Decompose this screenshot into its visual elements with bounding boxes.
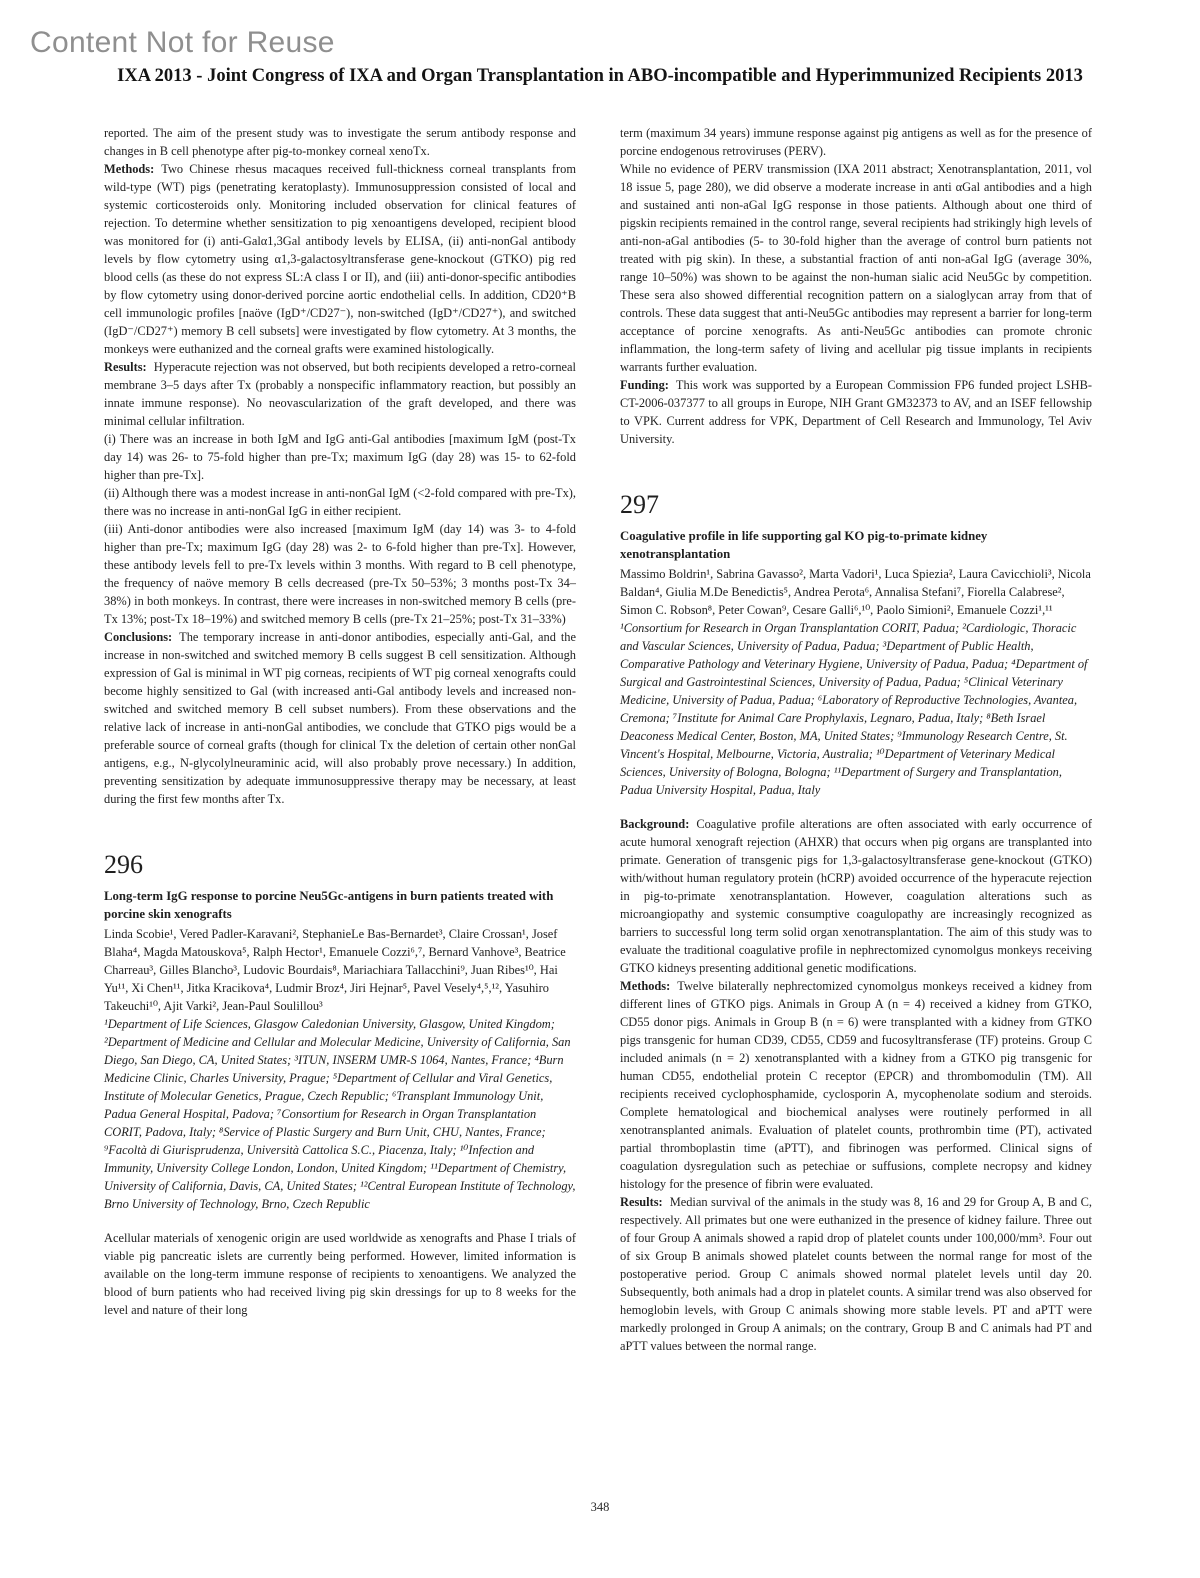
paragraph-text: reported. The aim of the present study was to investigate the serum antibody response and changes in B cell phenotype after pig-to-monkey corneal xenoTx. xyxy=(104,126,576,158)
paragraph-label: Results: xyxy=(620,1195,663,1209)
paragraph xyxy=(104,124,576,160)
paragraph-text: (iii) Anti-donor antibodies were also increased [maximum IgM (day 14) was 3- to 4-fold higher than pre-Tx; maximum IgG (day 28) was 2- to 6-fold higher than pre-Tx]. However, these antibody levels fell to pre-Tx levels within 3 months. With regard to B cell phenotype, the frequency of naöve memory B cells decreased (pre-Tx 50–53%; 3 months post-Tx 34–38%) in both monkeys. In contrast, there were increases in non-switched memory B cells (pre-Tx 13%; post-Tx 18–19%) and switched memory B cells (pre-Tx 21–25%; post-Tx 31–33%) xyxy=(104,522,576,626)
paragraph-text: Hyperacute rejection was not observed, but both recipients developed a retro-corneal membrane 3–5 days after Tx (probably a nonspecific inflammatory reaction, but possibly an innate immune response). No neovascularization of the graft developed, and there was minimal cellular infiltration. xyxy=(104,360,576,428)
paragraph xyxy=(620,376,1092,448)
paragraph-label: Conclusions: xyxy=(104,630,173,644)
paragraph-text: Median survival of the animals in the study was 8, 16 and 29 for Group A, B and C, respectively. All primates but one were euthanized in the presence of kidney failure. Three out of four Group A animals showed a rapid drop of platelet counts under 100,000/mm³. Four out of six Group B animals showed platelet counts between the normal range for most of the postoperative period. Group C animals showed normal platelet levels until day 20. Subsequently, both animals had a drop in platelet counts. A similar trend was also observed for hemoglobin levels, with Group C animals showing more stable levels. PT and aPTT were markedly prolonged in Group A animals; on the contrary, Group B and C animals had PT and aPTT values between the normal range. xyxy=(620,1195,1092,1353)
abstract-body xyxy=(620,815,1092,1355)
paragraph-text: (i) There was an increase in both IgM and IgG anti-Gal antibodies [maximum IgM (post-Tx day 14) was 26- to 75-fold higher than pre-Tx; maximum IgG (day 28) was 15- to 62-fold higher than pre-Tx]. xyxy=(104,432,576,482)
abstract-title: Coagulative profile in life supporting gal KO pig-to-primate kidney xenotransplantation xyxy=(620,529,988,561)
paragraph-text: This work was supported by a European Commission FP6 funded project LSHB-CT-2006-037377 to all groups in Europe, NIH Grant GM32373 to AV, and an ISEF fellowship to VPK. Current address for VPK, Department of Cell Research and Immunology, Tel Aviv University. xyxy=(620,378,1092,446)
paragraph xyxy=(104,160,576,358)
paragraph-label: Methods: xyxy=(104,162,155,176)
paragraph-text: The temporary increase in anti-donor antibodies, especially anti-Gal, and the increase in non-switched and switched memory B cells suggest B cell sensitization. Although expression of Gal is minimal in WT pig corneas, recipients of WT pig corneal xenografts could become highly sensitized to Gal (with increased anti-Gal antibody levels and increased non-switched and switched memory B cell subset numbers). From these observations and the relative lack of increase in anti-nonGal antibodies, we conclude that GTKO pigs would be a preferable source of corneal grafts (though for clinical Tx the deletion of certain other nonGal antigens, e.g., N-glycolylneuraminic acid, will also probably prove necessary.) In addition, preventing sensitization by adequate immunosuppressive therapy may be necessary, at least during the first few months after Tx. xyxy=(104,630,576,806)
paragraph xyxy=(620,1193,1092,1355)
paragraph-text: While no evidence of PERV transmission (IXA 2011 abstract; Xenotransplantation, 2011, vol 18 issue 5, page 280), we did observe a moderate increase in anti αGal antibodies and a high and sustained anti non-aGal IgG response in those patients. Although about one third of pigskin recipients remained in the control range, several recipients had strikingly high levels of anti-non-aGal antibodies (5- to 30-fold higher than the average of control burn patients not treated with pig skin). In these, a substantial fraction of anti non-aGal IgG (average 30%, range 10–50%) was shown to be against the non-human sialic acid Neu5Gc by competition. These sera also showed differential recognition pattern on a sialoglycan array from that of controls. These data suggest that anti-Neu5Gc antibodies may represent a barrier for long-term acceptance of porcine xenografts. As anti-Neu5Gc antibodies can promote chronic inflammation, the long-term safety of living and acellular pig tissue implants in recipients warrants further evaluation. xyxy=(620,162,1092,374)
abstract-title: Long-term IgG response to porcine Neu5Gc-antigens in burn patients treated with porcine skin xenografts xyxy=(104,889,554,921)
paragraph xyxy=(620,815,1092,977)
paragraph xyxy=(104,484,576,520)
abstract-affiliations: ¹Consortium for Research in Organ Transplantation CORIT, Padua; ²Cardiologic, Thoracic and Vascular Sciences, University of Padua, Padua; ³Department of Public Health, Comparative Pathology and Veterinary Hygiene, University of Padua, Padua; ⁴Department of Surgical and Gastrointestinal Sciences, University of Padua, Padua; ⁵Clinical Veterinary Medicine, University of Padua, Padua; ⁶Laboratory of Reproductive Technologies, Avantea, Cremona; ⁷Institute for Animal Care Prophylaxis, Legnaro, Padua, Italy; ⁸Beth Israel Deaconess Medical Center, Boston, MA, United States; ⁹Immunology Research Centre, St. Vincent's Hospital, Melbourne, Victoria, Australia; ¹⁰Department of Veterinary Medical Sciences, University of Bologna, Bologna; ¹¹Department of Surgery and Transplantation, Padua University Hospital, Padua, Italy xyxy=(620,621,1088,797)
congress-header: IXA 2013 - Joint Congress of IXA and Organ Transplantation in ABO-incompatible and Hyperimmunized Recipients 2013 xyxy=(117,66,1083,86)
abstract-body xyxy=(104,1229,576,1319)
right-column xyxy=(620,124,1092,1355)
paragraph xyxy=(104,628,576,808)
left-column xyxy=(104,124,576,1319)
paragraph-text: Coagulative profile alterations are often associated with early occurrence of acute humoral xenograft rejection (AHXR) that occurs when pig organs are transplanted into primate. Generation of transgenic pigs for 1,3-galactosyltransferase gene-knockout (GTKO) with/without human regulatory protein (hCRP) avoided occurrence of the hyperacute rejection in pig-to-primate xenotransplantation. However, coagulation alterations such as microangiopathy and systemic consumptive coagulopathy are increasingly recognized as barriers to successful long term solid organ xenotransplantation. The aim of this study was to evaluate the traditional coagulative profile in nephrectomized cynomolgus monkeys receiving GTKO kidneys presenting additional genetic modifications. xyxy=(620,817,1092,975)
paragraph xyxy=(104,430,576,484)
paragraph-text: Acellular materials of xenogenic origin are used worldwide as xenografts and Phase I trials of viable pig pancreatic islets are currently being performed. However, limited information is available on the long-term immune response of recipients to xenoantigens. We analyzed the blood of burn patients who had received living pig skin dressings for up to 8 weeks for the level and nature of their long xyxy=(104,1231,576,1317)
paragraph xyxy=(104,358,576,430)
paragraph-label: Results: xyxy=(104,360,147,374)
paragraph-text: Twelve bilaterally nephrectomized cynomolgus monkeys received a kidney from different lines of GTKO pigs. Animals in Group A (n = 4) received a kidney from GTKO, CD55 donor pigs. Animals in Group B (n = 6) were transplanted with a kidney from GTKO pigs transgenic for human CD39, CD55, CD59 and fucosyltransferase (TF) proteins. Group C included animals (n = 2) xenotransplanted with a kidney from a GTKO pig transgenic for human CD55, endothelial protein C receptor (EPCR) and thrombomodulin (TM). All recipients received cyclophosphamide, cyclosporin A, mycophenolate sodium and steroids. Complete hematological and biochemical analyses were routinely performed in all xenotransplanted animals. Evaluation of platelet counts, prothrombin time (PT), activated partial thromboplastin time (aPTT), and fibrinogen was performed. Clinical signs of coagulation dysregulation such as petechiae or suffusions, complete necropsy and kidney histology for the presence of fibrin were evaluated. xyxy=(620,979,1092,1191)
page-number: 348 xyxy=(590,1500,610,1514)
paragraph-label: Methods: xyxy=(620,979,671,993)
paragraph-label: Background: xyxy=(620,817,690,831)
abstract-number: 296 xyxy=(104,850,143,879)
watermark: Content Not for Reuse xyxy=(30,26,335,59)
abstract-authors: Linda Scobie¹, Vered Padler-Karavani², StephanieLe Bas-Bernardet³, Claire Crossan¹, Josef Blaha⁴, Magda Matouskova⁵, Ralph Hector¹, Emanuele Cozzi⁶,⁷, Bernard Vanhove³, Beatrice Charreau³, Gilles Blancho³, Ludovic Bourdais⁸, Mariachiara Tallacchini⁹, Juan Ribes¹⁰, Hai Yu¹¹, Xi Chen¹¹, Jitka Kracikova⁴, Ludmir Broz⁴, Jiri Hejnar⁵, Pavel Vesely⁴,⁵,¹², Yasuhiro Takeuchi¹⁰, Ajit Varki², Jean-Paul Soulillou³ xyxy=(104,927,566,1013)
paragraph xyxy=(104,1229,576,1319)
paragraph-text: term (maximum 34 years) immune response against pig antigens as well as for the presence of porcine endogenous retroviruses (PERV). xyxy=(620,126,1092,158)
abstract-296 xyxy=(104,850,576,1319)
abstract-number: 297 xyxy=(620,490,659,519)
paragraph-text: Two Chinese rhesus macaques received full-thickness corneal transplants from wild-type (WT) pigs (penetrating keratoplasty). Immunosuppression consisted of local and systemic corticosteroids only. Monitoring included observation for clinical features of rejection. To determine whether sensitization to pig xenoantigens developed, recipient blood was monitored for (i) anti-Galα1,3Gal antibody levels by ELISA, (ii) anti-nonGal antibody levels by flow cytometry using α1,3-galactosyltransferase gene-knockout (GTKO) pig red blood cells (as these do not express SL:A class I or II), and (iii) anti-donor-specific antibodies by flow cytometry using donor-derived porcine aortic endothelial cells. In addition, CD20⁺B cell immunologic profiles [naöve (IgD⁺/CD27⁻), non-switched (IgD⁺/CD27⁺), and switched (IgD⁻/CD27⁺) memory B cell subsets] were investigated by flow cytometry. At 3 months, the monkeys were euthanized and the corneal grafts were examined histologically. xyxy=(104,162,576,356)
paragraph xyxy=(620,160,1092,376)
paragraph-text: (ii) Although there was a modest increase in anti-nonGal IgM (<2-fold compared with pre-Tx), there was no increase in anti-nonGal IgG in either recipient. xyxy=(104,486,576,518)
paragraph xyxy=(620,124,1092,160)
paragraph-label: Funding: xyxy=(620,378,669,392)
abstract-affiliations: ¹Department of Life Sciences, Glasgow Caledonian University, Glasgow, United Kingdom; ²Department of Medicine and Cellular and Molecular Medicine, University of California, San Diego, San Diego, CA, United States; ³ITUN, INSERM UMR-S 1064, Nantes, France; ⁴Burn Medicine Clinic, Charles University, Prague; ⁵Department of Cellular and Viral Genetics, Institute of Molecular Genetics, Prague, Czech Republic; ⁶Transplant Immunology Unit, Padua General Hospital, Padova; ⁷Consortium for Research in Organ Transplantation CORIT, Padova, Italy; ⁸Service of Plastic Surgery and Burn Unit, CHU, Nantes, France; ⁹Facoltà di Giurisprudenza, Università Cattolica S.C., Piacenza, Italy; ¹⁰Infection and Immunity, University College London, London, United Kingdom; ¹¹Department of Chemistry, University of California, Davis, CA, United States; ¹²Central European Institute of Technology, Brno University of Technology, Brno, Czech Republic xyxy=(104,1017,576,1211)
paragraph xyxy=(620,977,1092,1193)
paragraph xyxy=(104,520,576,628)
abstract-297 xyxy=(620,490,1092,1355)
abstract-authors: Massimo Boldrin¹, Sabrina Gavasso², Marta Vadori¹, Luca Spiezia², Laura Cavicchioli³, Nicola Baldan⁴, Giulia M.De Benedictis⁵, Andrea Perota⁶, Annalisa Stefani⁷, Fiorella Calabrese², Simon C. Robson⁸, Peter Cowan⁹, Cesare Galli⁶,¹⁰, Paolo Simioni², Emanuele Cozzi¹,¹¹ xyxy=(620,567,1091,617)
